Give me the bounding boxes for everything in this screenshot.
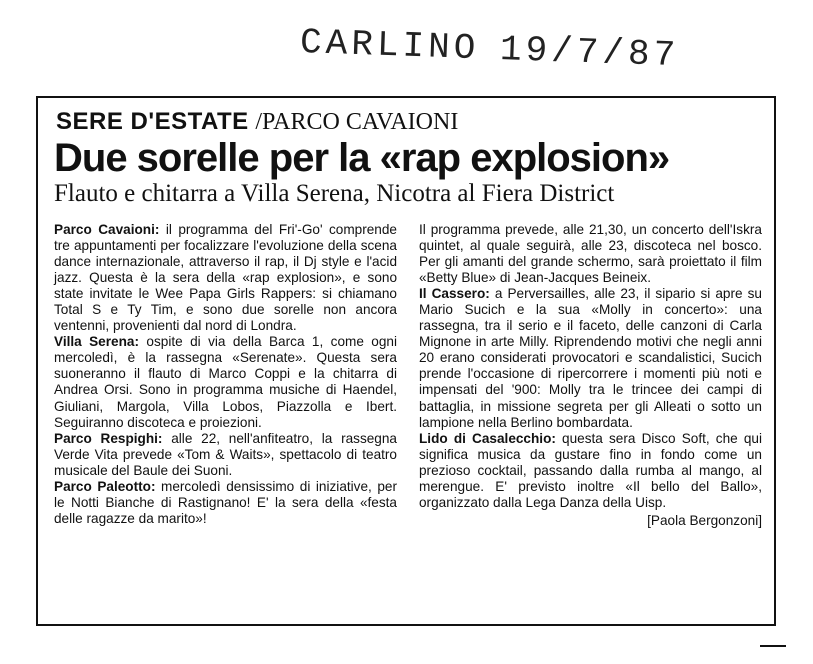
kicker-separator: / bbox=[255, 109, 263, 135]
right-column bbox=[419, 222, 762, 529]
paragraph-parco-paleotto bbox=[54, 479, 397, 527]
paragraph-text: alle 22, nell'anfiteatro, la rassegna Verde Vita prevede «Tom & Waits», spettacolo di teatro musicale del Baule dei Suoni. bbox=[54, 430, 397, 478]
handwritten-annotation bbox=[299, 22, 760, 79]
headline: Due sorelle per la «rap explosion» bbox=[54, 136, 670, 180]
paragraph-text: il programma del Fri'-Go' comprende tre appuntamenti per focalizzare l'evoluzione della scena dance internazionale, attraverso il rap, il Dj style e l'acid jazz. Questa è la sera della «rap explosion», e sono state invitate le Wee Papa Girls Rappers: si chiamano Total S e Ty Tim, e sono due sorelle non ancora ventenni, provenienti dal nord di Londra. bbox=[54, 222, 397, 334]
paragraph-label: Il Cassero: bbox=[419, 286, 490, 302]
paragraph-label: Villa Serena: bbox=[54, 334, 139, 350]
kicker bbox=[56, 108, 458, 136]
article-clipping bbox=[36, 96, 776, 626]
paragraph-text: mercoledì densissimo di iniziative, per le Notti Bianche di Rastignano! E' la sera della «festa delle ragazze da marito»! bbox=[54, 478, 397, 526]
byline: [Paola Bergonzoni] bbox=[647, 512, 762, 528]
paragraph-text: a Perversailles, alle 23, il sipario si apre su Mario Sucich e la sua «Molly in concerto»: una rassegna, tra il serio e il faceto, delle canzoni di Carla Mignone in arte Milly. Riprendendo motivi che negli anni 20 erano considerati provocatori e scandalistici, Sucich prende l'occasione di ripercorrere i momenti più noti e impensati del '900: Molly tra le trincee dei campi di battaglia, in missione segreta per gli Alleati o sotto un lampione nella Berlino bombardata. bbox=[419, 286, 762, 430]
paragraph-parco-respighi bbox=[54, 431, 397, 479]
paragraph-il-cassero bbox=[419, 286, 762, 430]
paragraph-lido-di-casalecchio bbox=[419, 431, 762, 511]
paragraph-label: Lido di Casalecchio: bbox=[419, 430, 556, 446]
edge-mark bbox=[760, 645, 786, 647]
paragraph-villa-serena bbox=[54, 334, 397, 430]
paragraph-label: Parco Respighi: bbox=[54, 430, 163, 446]
paragraph-parco-cavaioni bbox=[54, 222, 397, 334]
left-column bbox=[54, 222, 397, 527]
handwritten-date: 19/7/87 bbox=[499, 28, 680, 77]
subheadline: Flauto e chitarra a Villa Serena, Nicotra al Fiera District bbox=[54, 180, 615, 207]
paragraph-text: Il programma prevede, alle 21,30, un concerto dell'Iskra quintet, al quale seguirà, alle 23, discoteca nel bosco. Per gli amanti del grande schermo, sarà proiettato il film «Betty Blue» di Jean-Jacques Beineix. bbox=[419, 222, 762, 286]
paragraph-text: ospite di via della Barca 1, come ogni mercoledì, è la rassegna «Serenate». Questa sera suoneranno il flauto di Marco Coppi e la chitarra di Andrea Orsi. Sono in programma musiche di Haendel, Giuliani, Margola, Villa Lobos, Piazzolla e Ibert. Seguiranno discoteca e proiezioni. bbox=[54, 334, 397, 430]
paragraph-text: questa sera Disco Soft, che qui significa musica da gustare fino in fondo come un prezioso cocktail, passando dalla rumba al mango, al merengue. E' previsto inoltre «Il bello del Ballo», organizzato dalla Lega Danza della Uisp. bbox=[419, 430, 762, 510]
paragraph-label: Parco Paleotto: bbox=[54, 478, 156, 494]
kicker-section: SERE D'ESTATE bbox=[56, 108, 249, 135]
paragraph-programma bbox=[419, 222, 762, 286]
kicker-place: PARCO CAVAIONI bbox=[262, 109, 459, 135]
handwritten-source: CARLINO bbox=[299, 21, 480, 70]
paragraph-label: Parco Cavaioni: bbox=[54, 222, 160, 237]
